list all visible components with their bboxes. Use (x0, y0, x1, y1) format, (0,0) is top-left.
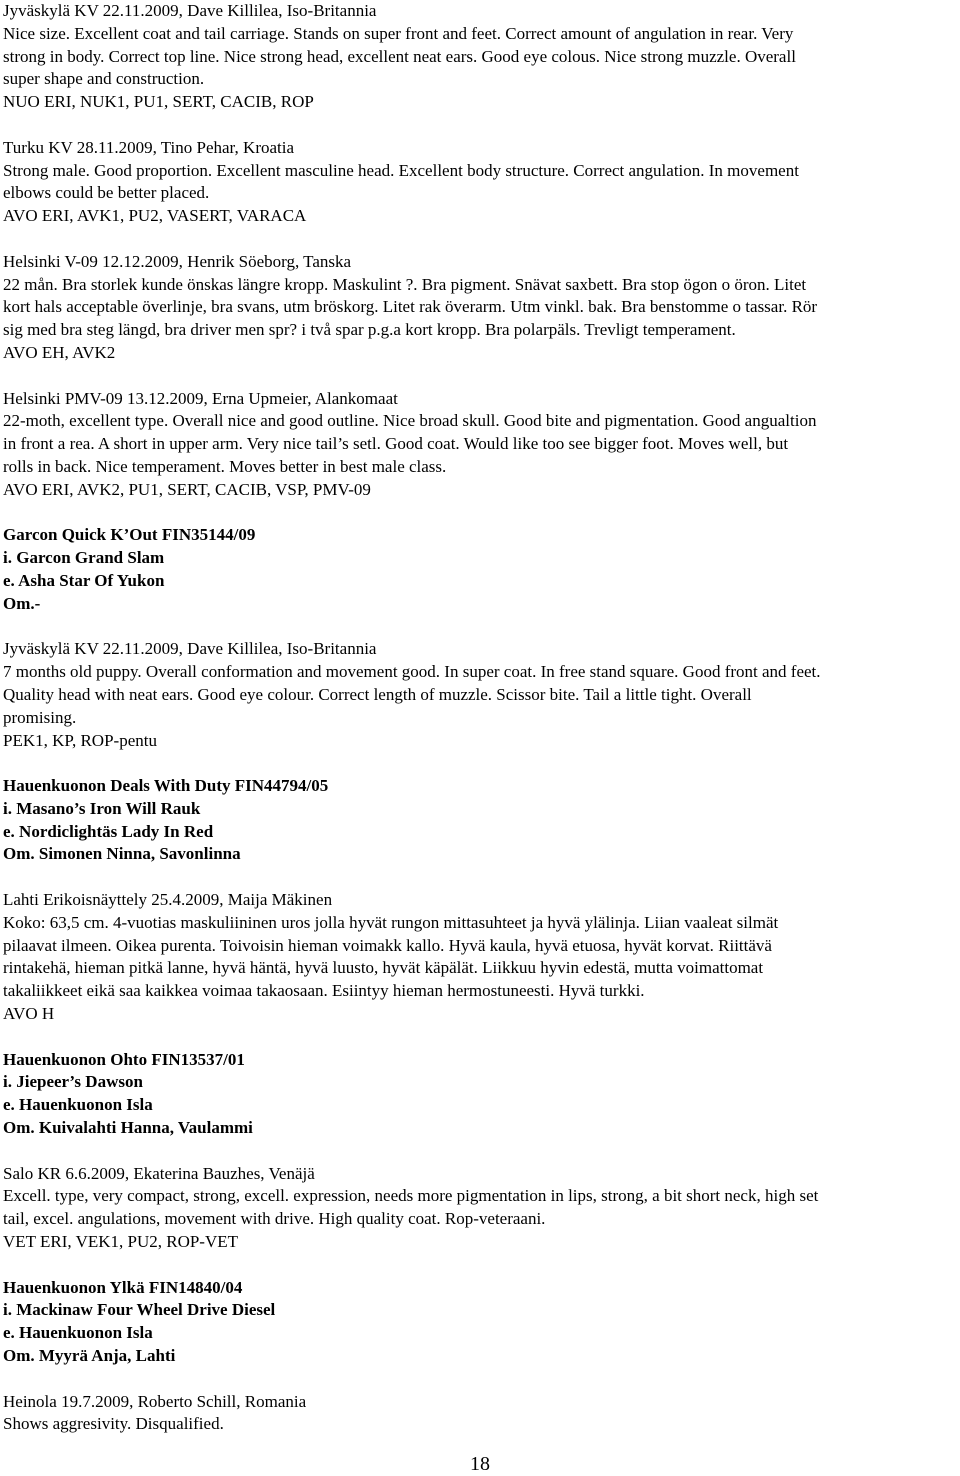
show-result-block (3, 388, 955, 502)
text-line: Hauenkuonon Ylkä FIN14840/04 (3, 1277, 243, 1297)
dog-pedigree-block (3, 775, 955, 866)
text-line: Om. Simonen Ninna, Savonlinna (3, 844, 241, 864)
text-line: Om. Kuivalahti Hanna, Vaulammi (3, 1118, 253, 1138)
paragraph-gap (3, 866, 955, 889)
text-line: NUO ERI, NUK1, PU1, SERT, CACIB, ROP (3, 92, 314, 112)
document-body (3, 0, 955, 1436)
text-line: takaliikkeet eikä saa kaikkea voimaa takaosaan. Esiintyy hieman hermostuneesti. Hyvä turkki. (3, 981, 645, 1001)
text-line: strong in body. Correct top line. Nice strong head, excellent neat ears. Good eye colous. Nice strong muzzle. Overall (3, 46, 796, 66)
text-line: i. Masano’s Iron Will Rauk (3, 798, 201, 818)
text-line: Koko: 63,5 cm. 4-vuotias maskuliininen uros jolla hyvät rungon mittasuhteet ja hyvä ylälinja. Liian vaaleat silmät (3, 912, 779, 932)
text-line: super shape and construction. (3, 69, 205, 89)
text-line: Jyväskylä KV 22.11.2009, Dave Killilea, Iso-Britannia (3, 639, 377, 659)
show-result-block (3, 137, 955, 228)
text-line: i. Jiepeer’s Dawson (3, 1072, 143, 1092)
text-line: Nice size. Excellent coat and tail carriage. Stands on super front and feet. Correct amount of angulation in rear. Very (3, 23, 794, 43)
text-line: 22-moth, excellent type. Overall nice and good outline. Nice broad skull. Good bite and pigmentation. Good angualtion (3, 411, 817, 431)
paragraph-gap (3, 1140, 955, 1163)
text-line: Helsinki V-09 12.12.2009, Henrik Söeborg, Tanska (3, 251, 352, 271)
text-line: e. Hauenkuonon Isla (3, 1323, 153, 1343)
text-line: VET ERI, VEK1, PU2, ROP-VET (3, 1232, 239, 1252)
paragraph-gap (3, 365, 955, 388)
text-line: AVO H (3, 1004, 55, 1024)
text-line: Helsinki PMV-09 13.12.2009, Erna Upmeier, Alankomaat (3, 388, 398, 408)
text-line: Lahti Erikoisnäyttely 25.4.2009, Maija Mäkinen (3, 890, 333, 910)
show-result-block (3, 0, 955, 114)
paragraph-gap (3, 1254, 955, 1277)
text-line: Salo KR 6.6.2009, Ekaterina Bauzhes, Venäjä (3, 1163, 315, 1183)
text-line: i. Mackinaw Four Wheel Drive Diesel (3, 1300, 276, 1320)
text-line: 22 mån. Bra storlek kunde önskas längre kropp. Maskulint ?. Bra pigment. Snävat saxbett. Bra stop ögon o öron. Litet (3, 274, 807, 294)
text-line: Jyväskylä KV 22.11.2009, Dave Killilea, Iso-Britannia (3, 1, 377, 20)
show-result-block (3, 638, 955, 752)
paragraph-gap (3, 752, 955, 775)
text-line: Om.- (3, 593, 41, 613)
text-line: AVO ERI, AVK2, PU1, SERT, CACIB, VSP, PMV-09 (3, 479, 371, 499)
text-line: Garcon Quick K’Out FIN35144/09 (3, 525, 256, 545)
dog-pedigree-block (3, 1277, 955, 1368)
text-line: Hauenkuonon Ohto FIN13537/01 (3, 1049, 245, 1069)
text-line: Turku KV 28.11.2009, Tino Pehar, Kroatia (3, 137, 295, 157)
text-line: Shows aggresivity. Disqualified. (3, 1414, 224, 1434)
text-line: AVO EH, AVK2 (3, 342, 116, 362)
text-line: PEK1, KP, ROP-pentu (3, 730, 157, 750)
text-line: e. Hauenkuonon Isla (3, 1095, 153, 1115)
text-line: in front a rea. A short in upper arm. Very nice tail’s setl. Good coat. Would like too see bigger foot. Moves well, but (3, 434, 789, 454)
text-line: tail, excel. angulations, movement with drive. High quality coat. Rop-veteraani. (3, 1209, 546, 1229)
paragraph-gap (3, 502, 955, 525)
text-line: pilaavat ilmeen. Oikea purenta. Toivoisin hieman voimakk kallo. Hyvä kaula, hyvä etuosa, hyvät korvat. Riittävä (3, 935, 772, 955)
text-line: Excell. type, very compact, strong, excell. expression, needs more pigmentation in lips, strong, a bit short neck, high set (3, 1186, 819, 1206)
paragraph-gap (3, 1026, 955, 1049)
text-line: rolls in back. Nice temperament. Moves better in best male class. (3, 456, 447, 476)
text-line: Strong male. Good proportion. Excellent masculine head. Excellent body structure. Correct angulation. In movement (3, 160, 799, 180)
show-result-block (3, 889, 955, 1026)
text-line: Om. Myyrä Anja, Lahti (3, 1346, 176, 1366)
text-line: sig med bra steg längd, bra driver men spr? i två spar p.g.a kort kropp. Bra polarpäls. Trevligt temperament. (3, 320, 736, 340)
show-result-block (3, 251, 955, 365)
text-line: e. Nordiclightäs Lady In Red (3, 821, 214, 841)
text-line: elbows could be better placed. (3, 183, 210, 203)
show-result-block (3, 1391, 955, 1437)
text-line: 7 months old puppy. Overall conformation and movement good. In super coat. In free stand square. Good front and feet. (3, 662, 821, 682)
text-line: Heinola 19.7.2009, Roberto Schill, Romania (3, 1391, 307, 1411)
text-line: Hauenkuonon Deals With Duty FIN44794/05 (3, 776, 329, 796)
page-number: 18 (470, 1453, 490, 1475)
text-line: kort hals acceptable överlinje, bra svans, utm bröskorg. Litet rak överarm. Utm vinkl. bak. Bra benstomme o tassar. Rör (3, 297, 818, 317)
dog-pedigree-block (3, 524, 955, 615)
paragraph-gap (3, 616, 955, 639)
text-line: Quality head with neat ears. Good eye colour. Correct length of muzzle. Scissor bite. Tail a little tight. Overall (3, 684, 752, 704)
text-line: promising. (3, 707, 77, 727)
text-line: e. Asha Star Of Yukon (3, 570, 165, 590)
text-line: AVO ERI, AVK1, PU2, VASERT, VARACA (3, 206, 307, 226)
text-line: i. Garcon Grand Slam (3, 548, 165, 568)
paragraph-gap (3, 1368, 955, 1391)
show-result-block (3, 1163, 955, 1254)
text-line: rintakehä, hieman pitkä lanne, hyvä häntä, hyvä luusto, hyvät käpälät. Liikkuu hyvin edestä, mutta voimattomat (3, 958, 764, 978)
dog-pedigree-block (3, 1049, 955, 1140)
paragraph-gap (3, 228, 955, 251)
paragraph-gap (3, 114, 955, 137)
